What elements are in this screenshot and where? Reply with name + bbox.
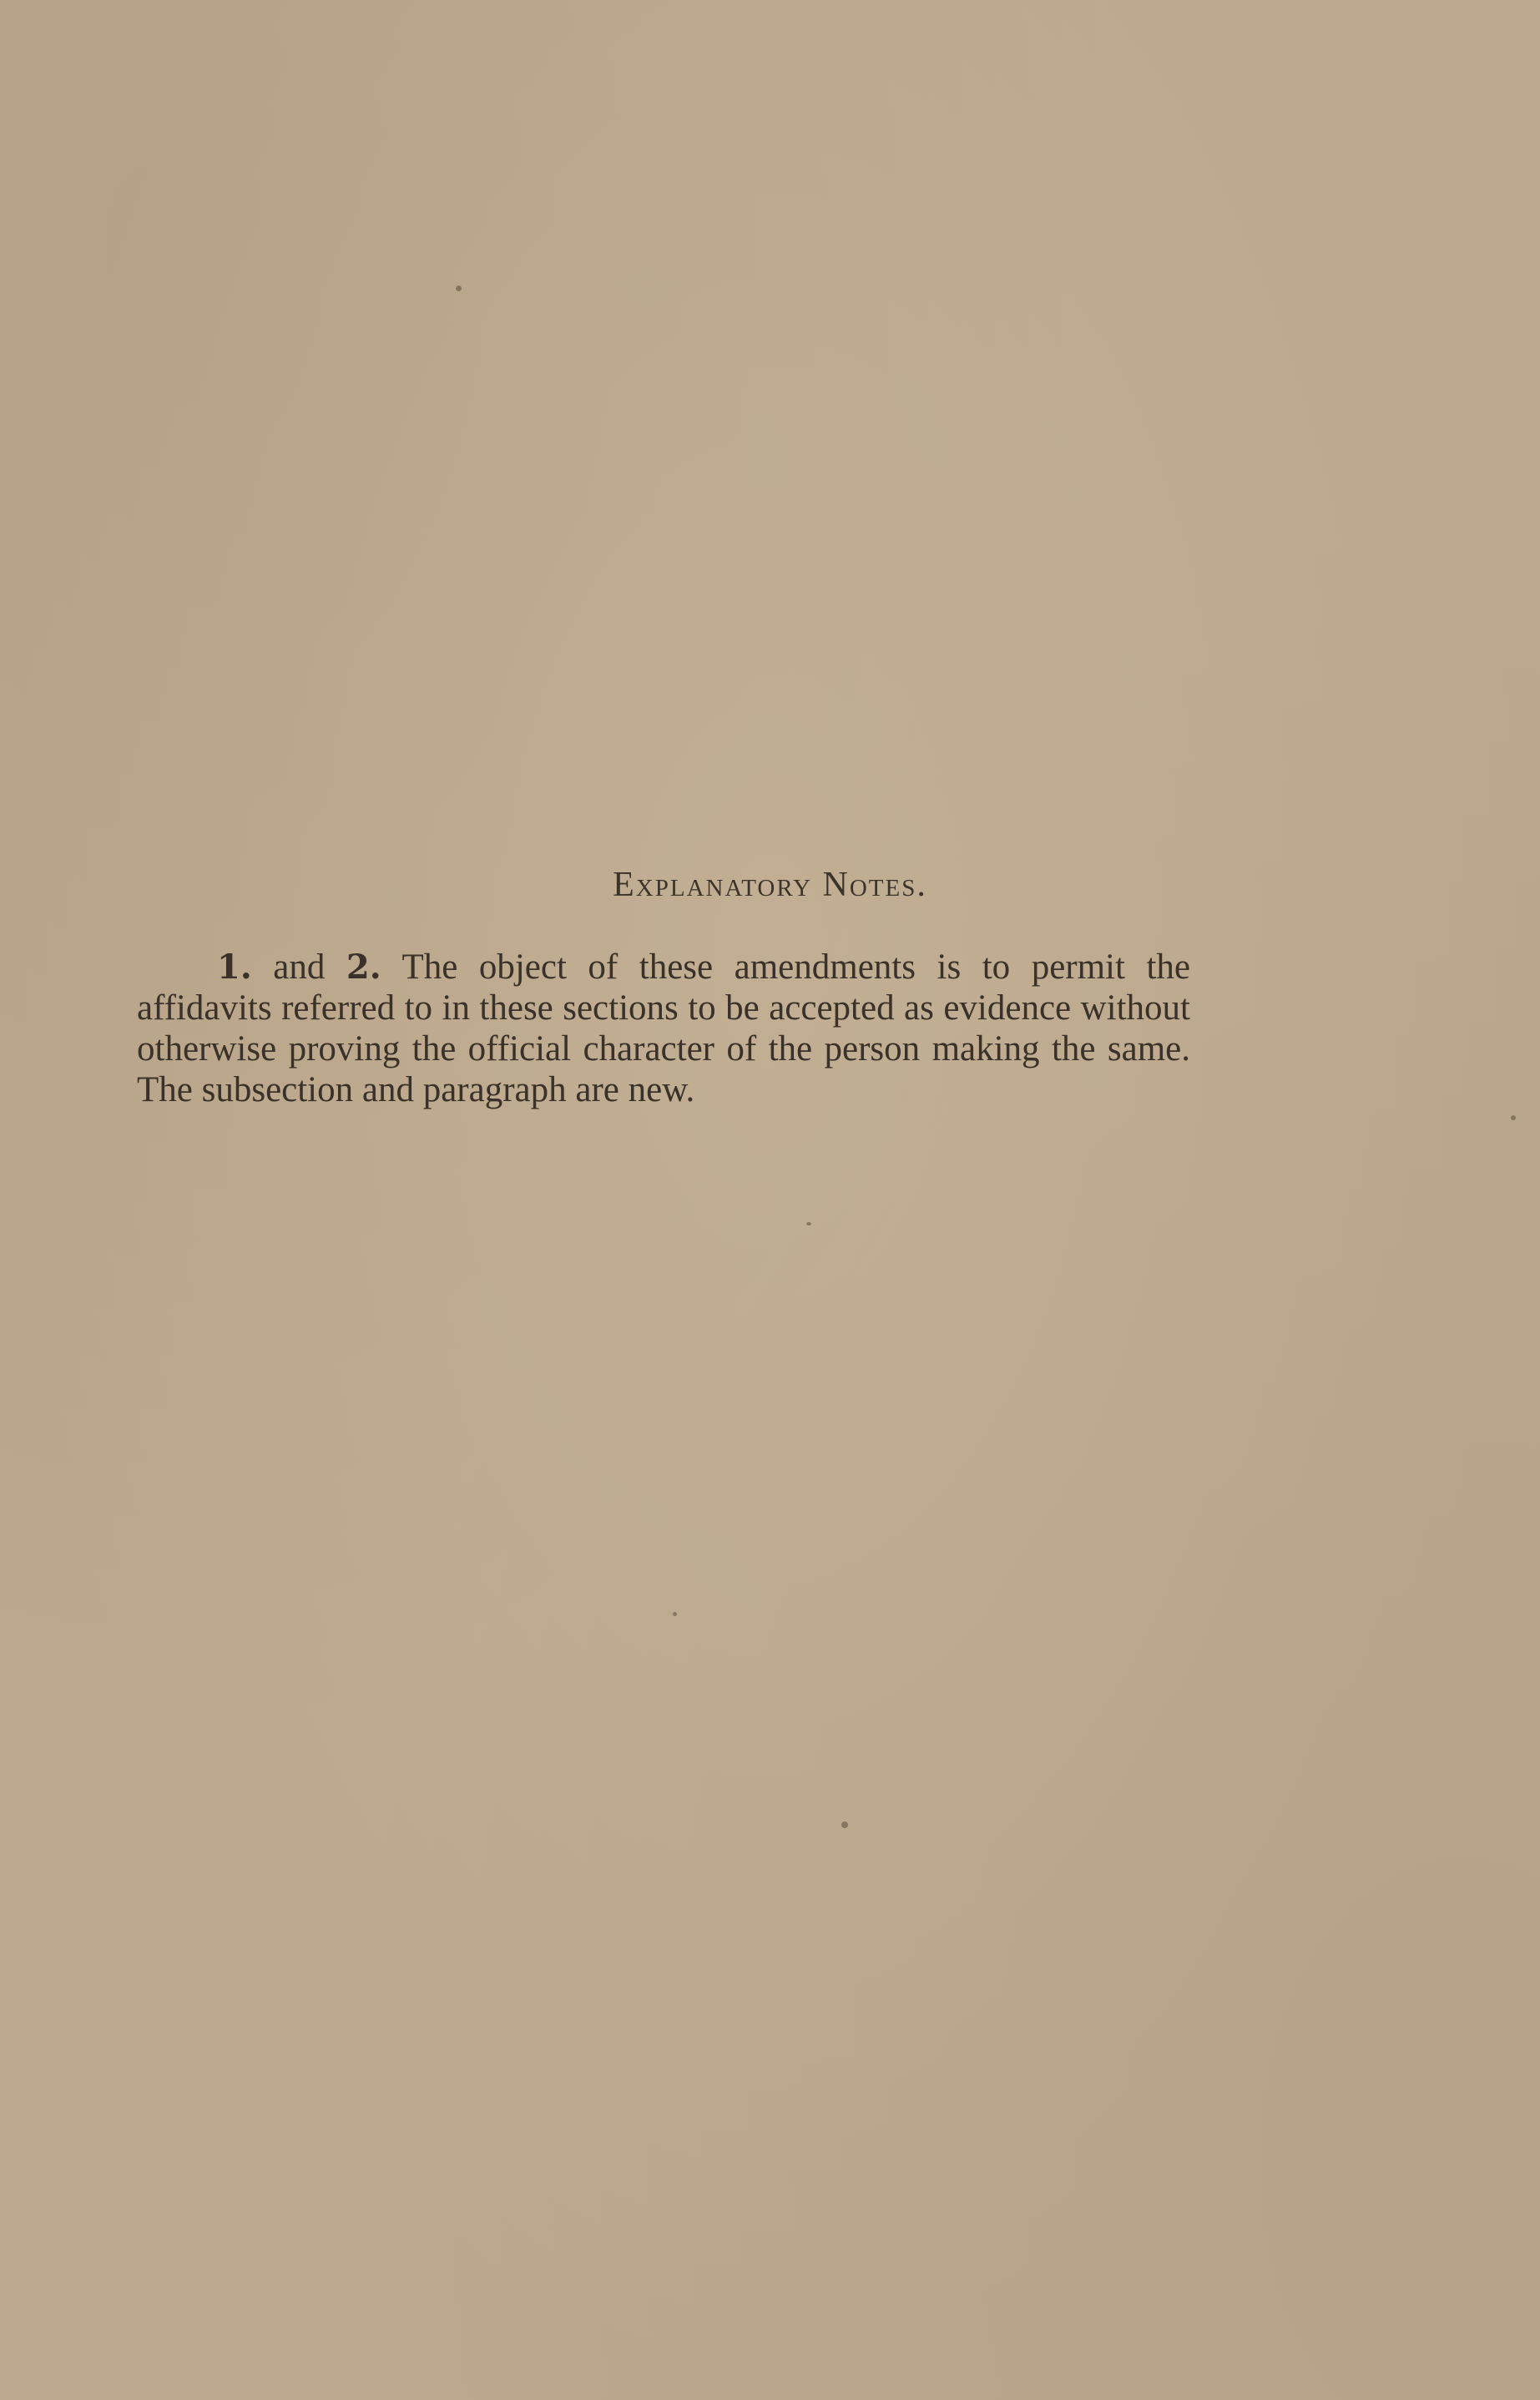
note-number-2: 2. bbox=[346, 947, 381, 987]
page-title: Explanatory Notes. bbox=[613, 866, 927, 904]
paper-speck bbox=[456, 285, 462, 291]
paper-speck bbox=[841, 1821, 848, 1828]
note-body: The object of these amendments is to permit the affidavits referred to in these sections to be accepted as evidence without otherwise proving the official character of the person making the same. The subsection and paragraph are new. bbox=[137, 947, 1191, 1109]
explanatory-paragraph bbox=[137, 947, 1190, 1110]
note-conjunction: and bbox=[251, 947, 346, 987]
paper-speck bbox=[673, 1612, 677, 1616]
paper-speck bbox=[806, 1222, 811, 1225]
note-number-1: 1. bbox=[217, 947, 252, 987]
paper-speck bbox=[1511, 1115, 1516, 1120]
